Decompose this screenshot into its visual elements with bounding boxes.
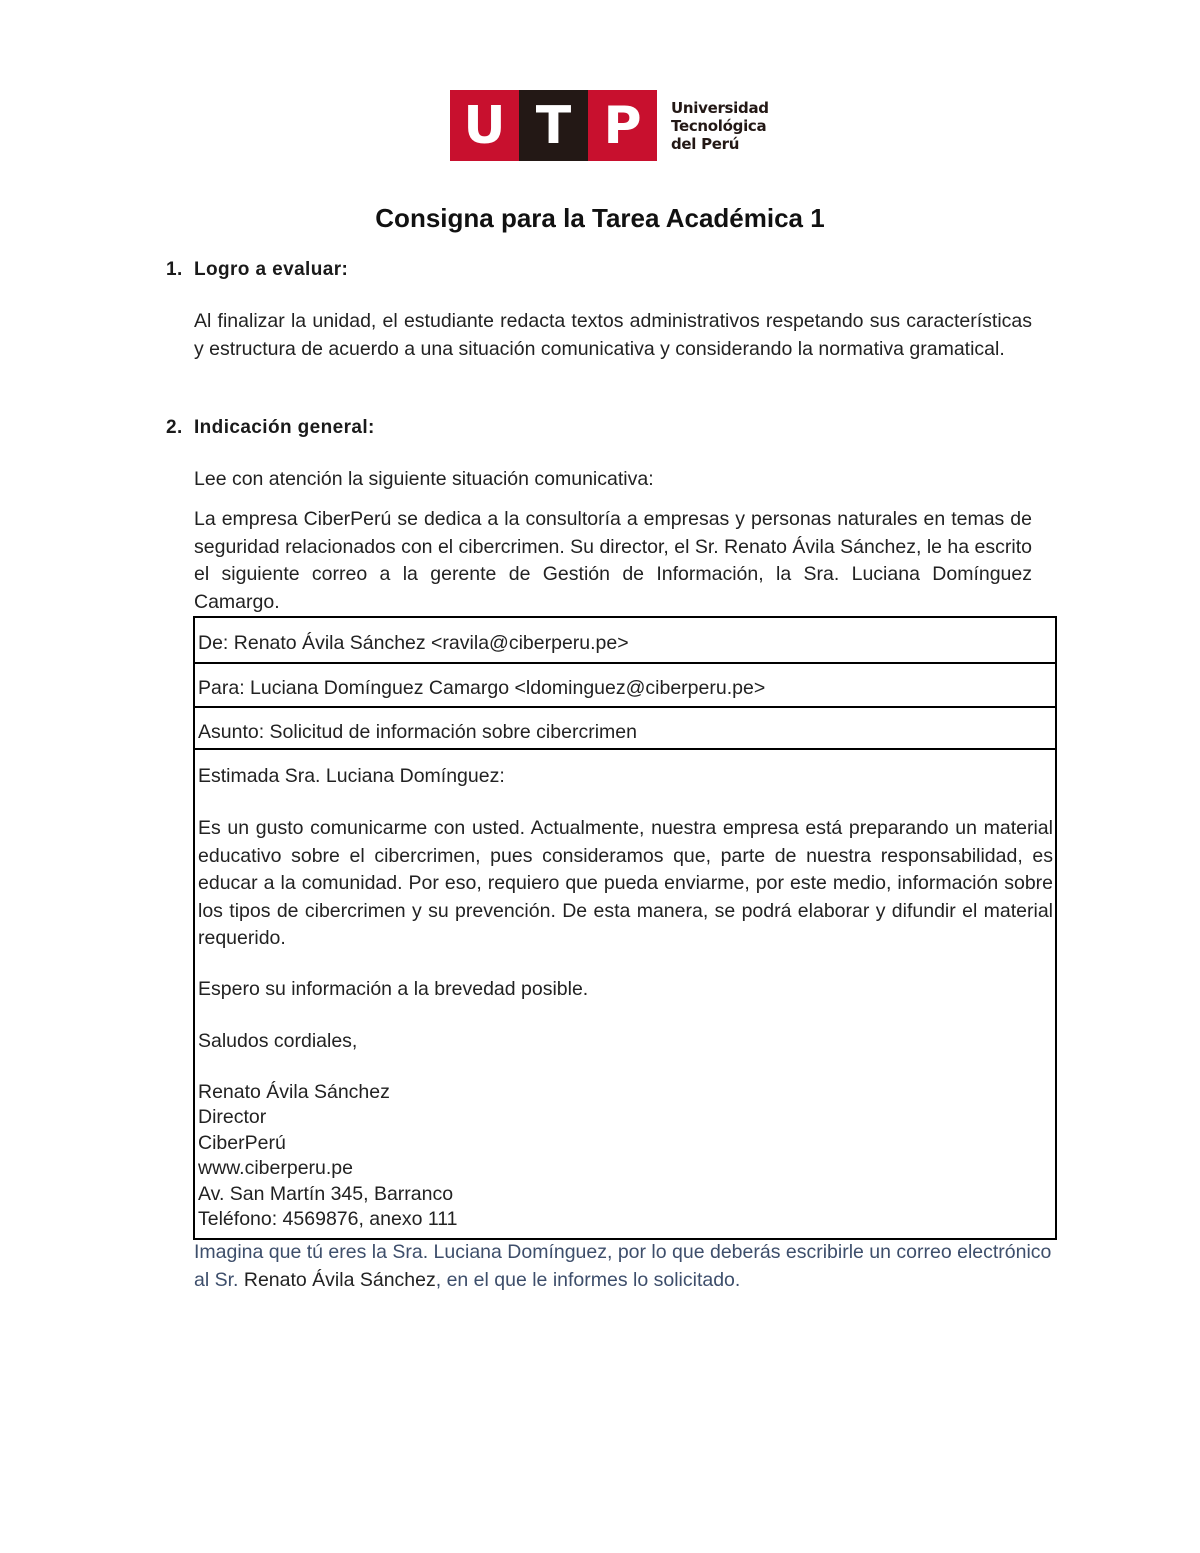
email-from-row: De: Renato Ávila Sánchez <ravila@ciberperu.pe> (195, 618, 1055, 664)
note-part-1: Imagina que tú eres la Sra. Luciana Domínguez, por lo que deberás escribirle un correo electrónico al Sr. (194, 1241, 1052, 1291)
signature-line: www.ciberperu.pe (198, 1157, 353, 1179)
section-2-heading-text: Indicación general: (194, 417, 375, 438)
section-1-heading (166, 258, 348, 282)
email-body (198, 763, 1053, 1233)
email-to-row: Para: Luciana Domínguez Camargo <ldominguez@ciberperu.pe> (195, 664, 1055, 708)
section-2-context: La empresa CiberPerú se dedica a la consultoría a empresas y personas naturales en temas de seguridad relacionados con el cibercrimen. Su director, el Sr. Renato Ávila Sánchez, le ha escrito el siguiente correo a la gerente de Gestión de Información, la Sra. Luciana Domínguez Camargo. (194, 508, 1032, 613)
section-2-intro: Lee con atención la siguiente situación comunicativa: (194, 468, 654, 490)
logo-wordmark (671, 99, 769, 153)
logo-text-line: Tecnológica (671, 116, 767, 135)
signature-line: Director (198, 1106, 267, 1128)
page-title: Consigna para la Tarea Académica 1 (375, 203, 825, 233)
logo-text-line: del Perú (671, 134, 740, 153)
email-closing: Saludos cordiales, (198, 1029, 358, 1052)
logo-letter-u: U (450, 90, 519, 161)
email-request: Espero su información a la brevedad posible. (198, 977, 589, 1000)
email-body-text: Es un gusto comunicarme con usted. Actualmente, nuestra empresa está preparando un material educativo sobre el cibercrimen, pues consideramos que, parte de nuestra responsabilidad, es educar a la comunidad. Por eso, requiero que pueda enviarme, por este medio, información sobre los tipos de cibercrimen y su prevención. De esta manera, se podrá elaborar y difundir el material requerido. (198, 817, 1053, 949)
section-2-heading (166, 416, 375, 440)
email-box (193, 616, 1057, 1240)
note-name: Renato Ávila Sánchez (243, 1268, 436, 1291)
logo-text-line: Universidad (671, 98, 769, 117)
email-subject-row: Asunto: Solicitud de información sobre cibercrimen (195, 708, 1055, 750)
email-greeting: Estimada Sra. Luciana Domínguez: (198, 765, 505, 787)
section-1-heading-text: Logro a evaluar: (194, 259, 349, 280)
section-1-text: Al finalizar la unidad, el estudiante redacta textos administrativos respetando sus características y estructura de acuerdo a una situación comunicativa y considerando la normativa gramatical. (194, 310, 1032, 360)
section-1-number: 1. (166, 259, 183, 280)
section-2-number: 2. (166, 417, 183, 438)
signature-line: Av. San Martín 345, Barranco (198, 1182, 454, 1205)
logo-letter-p: P (588, 90, 657, 161)
email-signature (198, 1080, 1053, 1233)
signature-line: Teléfono: 4569876, anexo 111 (198, 1208, 458, 1230)
signature-line: CiberPerú (198, 1131, 286, 1154)
logo-letter-t: T (519, 90, 588, 161)
instruction-note (194, 1239, 1054, 1294)
logo-blocks (450, 90, 657, 161)
utp-logo (450, 90, 769, 161)
signature-line: Renato Ávila Sánchez (198, 1080, 390, 1103)
note-part-2: , en el que le informes lo solicitado. (435, 1268, 741, 1291)
